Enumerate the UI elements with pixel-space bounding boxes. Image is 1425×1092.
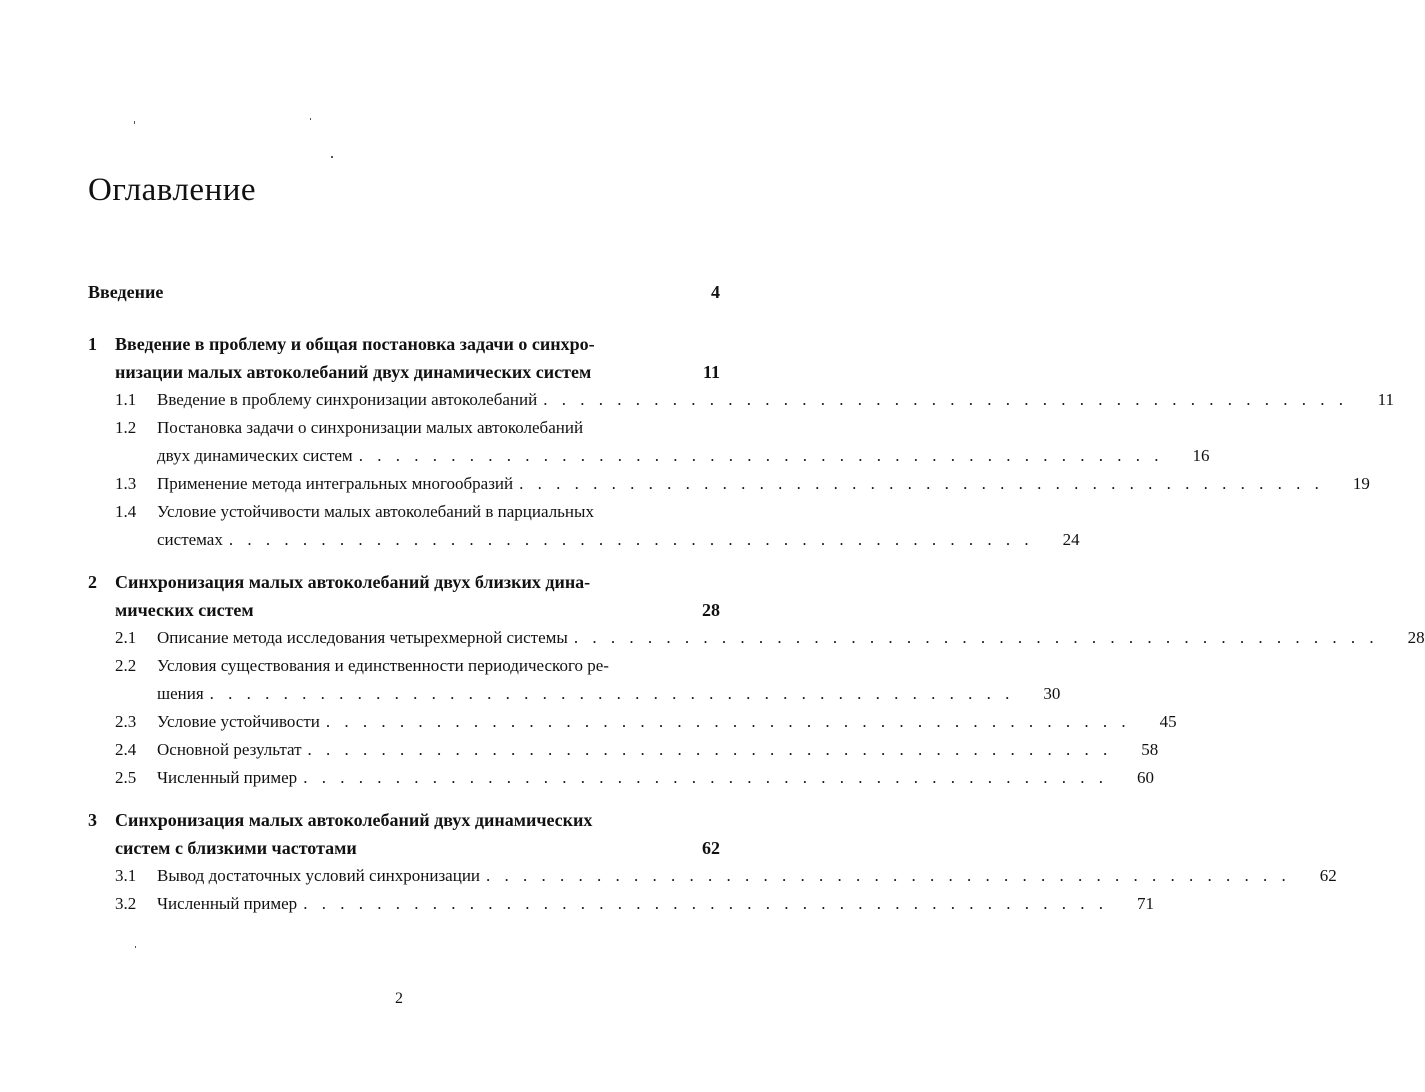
toc-entry-label: Введение: [88, 282, 164, 302]
toc-section[interactable]: [88, 708, 1177, 736]
section-number: 1.3: [115, 474, 137, 493]
toc-section-continuation[interactable]: [88, 442, 1210, 470]
section-number: 3.1: [115, 866, 137, 885]
dot-leader: . . . . . . . . . . . . . . . . . . . . . . . . . . . . . . . . . . . . . . . . . . . .: [209, 684, 1015, 703]
section-page: 11: [1377, 390, 1394, 409]
section-number: 2.2: [115, 656, 137, 675]
section-page: 19: [1352, 474, 1370, 493]
section-page: 28: [1407, 628, 1425, 647]
scan-speck: [135, 946, 136, 948]
dot-leader: . . . . . . . . . . . . . . . . . . . . . . . . . . . . . . . . . . . . . . . . . . . .: [358, 446, 1164, 465]
scan-speck: [331, 156, 333, 158]
section-number: 2.5: [115, 768, 137, 787]
section-number: 2.4: [115, 740, 137, 759]
dot-leader: . . . . . . . . . . . . . . . . . . . . . . . . . . . . . . . . . . . . . . . . . . . .: [519, 474, 1324, 493]
section-title: Вывод достаточных условий синхронизации: [157, 866, 481, 885]
toc-section[interactable]: [88, 414, 720, 442]
page-number: 2: [395, 990, 403, 1007]
dot-leader: . . . . . . . . . . . . . . . . . . . . . . . . . . . . . . . . . . . . . . . . . . . .: [325, 712, 1131, 731]
section-title: Условие устойчивости: [157, 712, 320, 731]
dot-leader: . . . . . . . . . . . . . . . . . . . . . . . . . . . . . . . . . . . . . . . . . . . .: [307, 740, 1113, 759]
section-number: 2.3: [115, 712, 137, 731]
dot-leader: . . . . . . . . . . . . . . . . . . . . . . . . . . . . . . . . . . . . . . . . . . . .: [486, 866, 1291, 885]
toc-section[interactable]: [88, 624, 1425, 652]
section-title: Численный пример: [157, 768, 298, 787]
toc-section[interactable]: [88, 736, 1159, 764]
dot-leader: . . . . . . . . . . . . . . . . . . . . . . . . . . . . . . . . . . . . . . . . . . . .: [303, 894, 1108, 913]
section-title-continuation: двух динамических систем: [157, 446, 353, 465]
dot-leader: . . . . . . . . . . . . . . . . . . . . . . . . . . . . . . . . . . . . . . . . . . . .: [303, 768, 1108, 787]
dot-leader: . . . . . . . . . . . . . . . . . . . . . . . . . . . . . . . . . . . . . . . . . . . .: [228, 530, 1034, 549]
toc-section[interactable]: [88, 470, 1370, 498]
toc-section[interactable]: [88, 862, 1337, 890]
toc-section-continuation[interactable]: [88, 680, 1061, 708]
section-title: Основной результат: [157, 740, 302, 759]
section-number: 1.1: [115, 390, 137, 409]
chapter-page: 62: [702, 838, 720, 858]
section-number: 2.1: [115, 628, 137, 647]
chapter-number: 1: [88, 334, 97, 354]
toc-chapter: [88, 806, 1337, 918]
chapter-title-line-1: Синхронизация малых автоколебаний двух динамических: [115, 810, 593, 830]
section-page: 62: [1319, 866, 1337, 885]
toc-section[interactable]: [88, 652, 720, 680]
section-page: 24: [1062, 530, 1080, 549]
toc-section[interactable]: [88, 498, 720, 526]
toc-chapter: [88, 330, 1394, 554]
toc-entry-introduction[interactable]: [88, 282, 720, 310]
section-page: 58: [1141, 740, 1159, 759]
section-page: 45: [1159, 712, 1177, 731]
toc-section[interactable]: [88, 386, 1394, 414]
section-page: 16: [1192, 446, 1210, 465]
chapter-title-line-2: мических систем: [115, 600, 254, 620]
section-title: Условие устойчивости малых автоколебаний в парциальных: [157, 502, 594, 521]
toc-chapter-heading[interactable]: [88, 806, 720, 862]
section-page: 71: [1136, 894, 1154, 913]
toc-chapter-heading[interactable]: [88, 330, 720, 386]
dot-leader: . . . . . . . . . . . . . . . . . . . . . . . . . . . . . . . . . . . . . . . . . . . .: [573, 628, 1379, 647]
toc-entry-page: 4: [711, 282, 720, 302]
chapter-number: 3: [88, 810, 97, 830]
chapter-page: 28: [702, 600, 720, 620]
scan-speck: [134, 121, 135, 124]
chapter-title-line-2: низации малых автоколебаний двух динамических систем: [115, 362, 592, 382]
page-title: Оглавление: [88, 172, 257, 208]
section-title-continuation: системах: [157, 530, 223, 549]
table-of-contents: [88, 282, 1425, 932]
section-page: 30: [1043, 684, 1061, 703]
chapter-title-line-1: Введение в проблему и общая постановка задачи о синхро-: [115, 334, 595, 354]
section-title: Введение в проблему синхронизации автоколебаний: [157, 390, 538, 409]
toc-section[interactable]: [88, 764, 1154, 792]
section-number: 3.2: [115, 894, 137, 913]
section-page: 60: [1136, 768, 1154, 787]
scan-speck: [310, 118, 311, 120]
toc-chapter-heading[interactable]: [88, 568, 720, 624]
chapter-title-line-1: Синхронизация малых автоколебаний двух близких дина-: [115, 572, 591, 592]
dot-leader: . . . . . . . . . . . . . . . . . . . . . . . . . . . . . . . . . . . . . . . . . . . .: [543, 390, 1348, 409]
section-title: Постановка задачи о синхронизации малых автоколебаний: [157, 418, 584, 437]
chapter-number: 2: [88, 572, 97, 592]
toc-section-continuation[interactable]: [88, 526, 1080, 554]
section-number: 1.2: [115, 418, 137, 437]
chapter-title-line-2: систем с близкими частотами: [115, 838, 357, 858]
section-number: 1.4: [115, 502, 137, 521]
section-title: Условия существования и единственности периодического ре-: [157, 656, 609, 675]
toc-chapter: [88, 568, 1425, 792]
section-title: Применение метода интегральных многообразий: [157, 474, 514, 493]
section-title-continuation: шения: [157, 684, 204, 703]
chapter-page: 11: [702, 362, 720, 382]
section-title: Описание метода исследования четырехмерной системы: [157, 628, 568, 647]
toc-section[interactable]: [88, 890, 1154, 918]
section-title: Численный пример: [157, 894, 298, 913]
